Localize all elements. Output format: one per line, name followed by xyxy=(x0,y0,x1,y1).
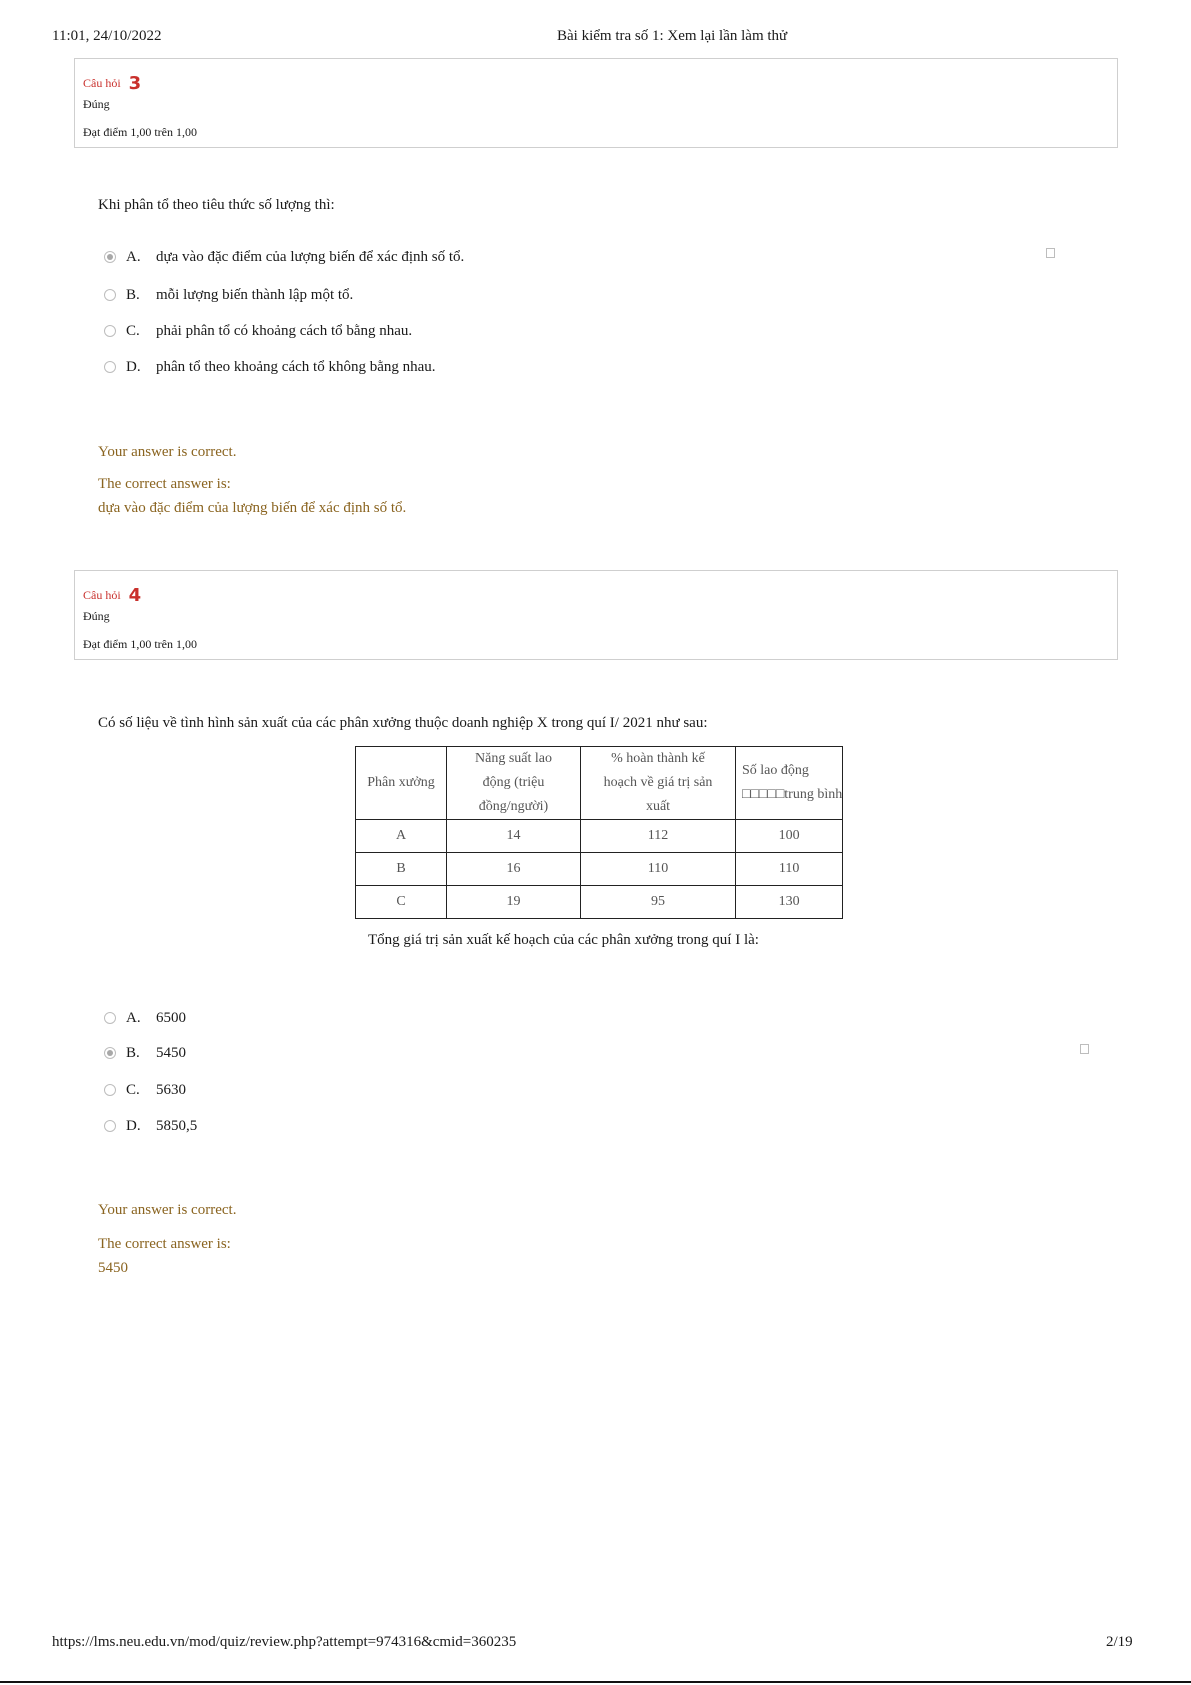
table-cell: 14 xyxy=(447,820,581,853)
question-label xyxy=(83,583,141,604)
option-letter: A. xyxy=(126,1009,141,1026)
header-line: đồng/người) xyxy=(478,799,549,814)
question-text-continued: Tổng giá trị sản xuất kế hoạch của các phân xưởng trong quí I là: xyxy=(368,932,759,948)
table-cell: 112 xyxy=(581,820,736,853)
flag-icon[interactable] xyxy=(1046,248,1055,258)
data-table xyxy=(355,746,843,919)
header-line: □□□□□trung bình xyxy=(742,787,843,802)
radio-selected[interactable] xyxy=(104,1047,116,1059)
flag-icon[interactable] xyxy=(1080,1044,1089,1054)
table-cell: 16 xyxy=(447,853,581,886)
table-header-cell xyxy=(447,747,581,820)
table-cell: 19 xyxy=(447,886,581,919)
option-letter: A. xyxy=(126,248,141,265)
answer-option[interactable] xyxy=(104,284,353,306)
correct-answer: 5450 xyxy=(98,1260,128,1276)
divider xyxy=(0,1681,1191,1683)
question-state: Đúng xyxy=(83,97,110,111)
option-letter: B. xyxy=(126,286,140,303)
table-header-cell xyxy=(356,747,447,820)
option-letter: C. xyxy=(126,1081,140,1098)
header-line: hoạch về giá trị sản xyxy=(603,775,713,790)
table-cell: A xyxy=(356,820,447,853)
question-grade: Đạt điểm 1,00 trên 1,00 xyxy=(83,125,197,139)
table-cell: 130 xyxy=(736,886,843,919)
header-line: Năng suất lao xyxy=(475,751,552,766)
question-label-text: Câu hỏi xyxy=(83,76,121,90)
table-cell: B xyxy=(356,853,447,886)
table-header-cell xyxy=(736,747,843,820)
correct-answer: dựa vào đặc điểm của lượng biến để xác định số tổ. xyxy=(98,500,407,516)
table-cell: 100 xyxy=(736,820,843,853)
option-letter: D. xyxy=(126,358,141,375)
table-cell: 95 xyxy=(581,886,736,919)
option-text: dựa vào đặc điểm của lượng biến để xác định số tổ. xyxy=(156,248,465,265)
header-line: % hoàn thành kế xyxy=(611,751,705,766)
option-letter: B. xyxy=(126,1044,140,1061)
table-header-row xyxy=(356,747,843,820)
question-number: 4 xyxy=(128,585,142,606)
radio-unselected[interactable] xyxy=(104,325,116,337)
answer-option[interactable] xyxy=(104,1042,186,1064)
radio-unselected[interactable] xyxy=(104,1084,116,1096)
table-row xyxy=(356,820,843,853)
answer-option[interactable] xyxy=(104,1115,197,1137)
option-text: 5850,5 xyxy=(156,1117,198,1134)
question-grade: Đạt điểm 1,00 trên 1,00 xyxy=(83,637,197,651)
print-datetime: 11:01, 24/10/2022 xyxy=(52,28,162,44)
question-info-box xyxy=(74,570,1118,660)
header-line: xuất xyxy=(645,799,671,814)
table-header-cell xyxy=(581,747,736,820)
feedback-text: Your answer is correct. xyxy=(98,444,237,460)
option-letter: C. xyxy=(126,322,140,339)
table-row xyxy=(356,853,843,886)
print-url: https://lms.neu.edu.vn/mod/quiz/review.php?attempt=974316&cmid=360235 xyxy=(52,1634,517,1650)
answer-option[interactable] xyxy=(104,1079,186,1101)
header-line: Số lao động xyxy=(742,763,809,778)
option-letter: D. xyxy=(126,1117,141,1134)
table-cell: 110 xyxy=(581,853,736,886)
option-text: 5450 xyxy=(156,1044,186,1061)
option-text: 5630 xyxy=(156,1081,186,1098)
question-text: Khi phân tổ theo tiêu thức số lượng thì: xyxy=(98,197,335,213)
question-info-box xyxy=(74,58,1118,148)
option-text: mỗi lượng biến thành lập một tổ. xyxy=(156,286,354,303)
feedback-text: Your answer is correct. xyxy=(98,1202,237,1218)
answer-option[interactable] xyxy=(104,1007,186,1029)
option-text: phải phân tổ có khoảng cách tổ bằng nhau. xyxy=(156,322,413,339)
option-text: phân tổ theo khoảng cách tổ không bằng nhau. xyxy=(156,358,436,375)
correct-answer-label: The correct answer is: xyxy=(98,476,231,492)
answer-option[interactable] xyxy=(104,320,412,342)
print-page-number: 2/19 xyxy=(1106,1634,1133,1650)
radio-unselected[interactable] xyxy=(104,1120,116,1132)
table-row xyxy=(356,886,843,919)
radio-selected[interactable] xyxy=(104,251,116,263)
question-state: Đúng xyxy=(83,609,110,623)
question-label-text: Câu hỏi xyxy=(83,588,121,602)
correct-answer-label: The correct answer is: xyxy=(98,1236,231,1252)
answer-option[interactable] xyxy=(104,356,436,378)
answer-option[interactable] xyxy=(104,246,464,268)
radio-unselected[interactable] xyxy=(104,1012,116,1024)
header-line: động (triệu xyxy=(482,775,545,790)
print-page-title: Bài kiểm tra số 1: Xem lại lần làm thử xyxy=(557,28,788,44)
radio-unselected[interactable] xyxy=(104,289,116,301)
question-label xyxy=(83,71,141,92)
question-number: 3 xyxy=(128,73,142,94)
table-cell: C xyxy=(356,886,447,919)
option-text: 6500 xyxy=(156,1009,186,1026)
question-text: Có số liệu về tình hình sản xuất của các phân xưởng thuộc doanh nghiệp X trong quí I/ 2021 như sau: xyxy=(98,715,708,731)
radio-unselected[interactable] xyxy=(104,361,116,373)
header-line: Phân xưởng xyxy=(367,775,435,790)
table-cell: 110 xyxy=(736,853,843,886)
